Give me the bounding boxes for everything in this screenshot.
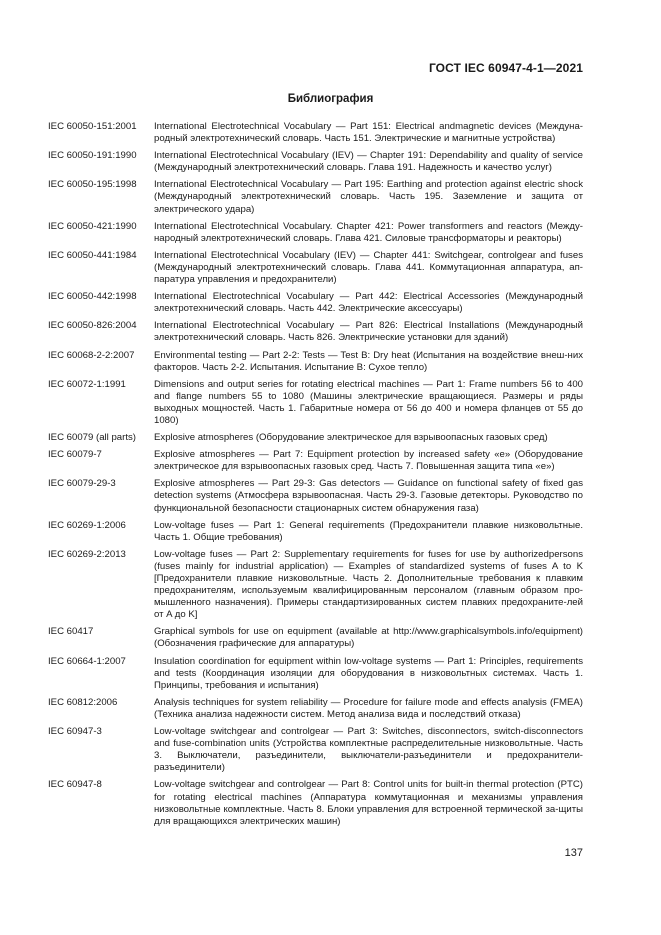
entry-text: International Electrotechnical Vocabulary — Part 151: Electrical andmagnetic devices (Междуна-родный электротехнический словарь. Часть 151. Электрические и магнитные устройства) — [154, 121, 583, 145]
entry-code: IEC 60050-441:1984 — [48, 249, 137, 261]
entry-code: IEC 60050-826:2004 — [48, 320, 137, 332]
page-number: 137 — [564, 847, 583, 859]
bibliography-entry — [48, 549, 583, 622]
bibliography-entry — [48, 250, 583, 286]
bibliography-entry — [48, 432, 583, 444]
bibliography-entry — [48, 320, 583, 344]
bibliography-entry — [48, 626, 583, 650]
entry-text: Low-voltage switchgear and controlgear — Part 8: Control units for built-in thermal protection (PTC) for rotating electrical machines (Аппаратура коммутационная и механизмы управления низковольтные комплектные. Часть 8. Блоки управления для встроенной термической за-щиты для вращающихся электрических машин) — [154, 779, 583, 827]
entry-text: Dimensions and output series for rotating electrical machines — Part 1: Frame numbers 56 to 400 and flange numbers 55 to 1080 (Машины электрические вращающиеся. Размеры и ряды выходных мощностей. Часть 1. Габаритные номера от 56 до 400 и номера фланцев от 55 до 1080) — [154, 378, 583, 426]
entry-text: International Electrotechnical Vocabulary — Part 195: Earthing and protection against electric shock (Международный электротехнический словарь. Часть 195. Заземление и защита от электрического удара) — [154, 179, 583, 215]
bibliography-entry — [48, 449, 583, 473]
entry-text: Graphical symbols for use on equipment (available at http://www.graphicalsymbols.info/equipment) (Обозначения графические для аппаратуры) — [154, 626, 583, 650]
entry-code: IEC 60079-7 — [48, 449, 102, 461]
entry-code: IEC 60050-195:1998 — [48, 179, 137, 191]
entry-text: Low-voltage switchgear and controlgear — Part 3: Switches, disconnectors, switch-disconnectors and fuse-combination units (Устройства комплектные распределительные низковольтные. Часть 3. Выключатели, разъединители, выключатели-разъединители и предохранители-разъединители) — [154, 726, 583, 774]
bibliography-entry — [48, 779, 583, 827]
entry-code: IEC 60072-1:1991 — [48, 378, 126, 390]
entry-code: IEC 60947-3 — [48, 726, 102, 738]
bibliography-entry — [48, 150, 583, 174]
entry-code: IEC 60050-442:1998 — [48, 291, 137, 303]
entry-code: IEC 60417 — [48, 626, 94, 638]
entry-code: IEC 60947-8 — [48, 779, 102, 791]
bibliography-entry — [48, 478, 583, 514]
bibliography-entry — [48, 121, 583, 145]
entry-code: IEC 60050-191:1990 — [48, 150, 137, 162]
bibliography-entry — [48, 520, 583, 544]
entry-text: International Electrotechnical Vocabulary (IEV) — Chapter 191: Dependability and quality of service (Международный электротехнический словарь. Глава 191. Надежность и качество услуг) — [154, 150, 583, 174]
entry-code: IEC 60812:2006 — [48, 696, 118, 708]
bibliography-entry — [48, 221, 583, 245]
entry-code: IEC 60050-151:2001 — [48, 121, 137, 132]
entry-text: International Electrotechnical Vocabulary — Part 826: Electrical Installations (Международный электротехнический словарь. Часть 826. Электрические установки для зданий) — [154, 320, 583, 344]
section-title: Библиография — [287, 93, 374, 105]
entry-text: International Electrotechnical Vocabulary (IEV) — Chapter 441: Switchgear, controlgear and fuses (Международный электротехнический словарь. Глава 441. Коммутационная аппаратура, ап-паратура управления и предохранители) — [154, 249, 583, 286]
entry-text: Explosive atmospheres — Part 29-3: Gas detectors — Guidance on functional safety of fixed gas detection systems (Атмосфера взрывоопасная. Часть 29-3. Газовые детекторы. Руководство по функциональной безопасности стационарных систем обнаружения газа) — [154, 478, 583, 514]
entry-text: International Electrotechnical Vocabulary — Part 442: Electrical Accessories (Международный электротехнический словарь. Часть 442. Электрические аксессуары) — [154, 291, 583, 315]
entry-text: Explosive atmospheres (Оборудование электрическое для взрывоопасных газовых сред) — [154, 432, 548, 444]
entry-code: IEC 60269-2:2013 — [48, 548, 126, 560]
bibliography-entry — [48, 697, 583, 721]
entry-text: Low-voltage fuses — Part 1: General requirements (Предохранители плавкие низковольтные. Часть 1. Общие требования) — [154, 519, 583, 543]
entry-text: Low-voltage fuses — Part 2: Supplementary requirements for fuses for use by authorizedpersons (fuses mainly for industrial application) — Examples of standardized systems of fuses A to K [Предохранители плавкие низковольтные. Часть 2. Дополнительные требования к плавким предохранителям, используемым квалифицированным персоналом (главным образом про-мышленного назначения). Примеры стандартизированных систем плавких предохраните-лей от A до K] — [154, 548, 583, 621]
entry-text: International Electrotechnical Vocabulary. Chapter 421: Power transformers and reactors (Между-народный электротехнический словарь. Глава 421. Силовые трансформаторы и реакторы) — [154, 220, 583, 244]
bibliography-entry — [48, 726, 583, 774]
entry-code: IEC 60269-1:2006 — [48, 519, 126, 531]
entry-text: Analysis techniques for system reliability — Procedure for failure mode and effects analysis (FMEA) (Техника анализа надежности систем. Метод анализа вида и последствий отказа) — [154, 696, 583, 720]
entry-text: Explosive atmospheres — Part 7: Equipment protection by increased safety «e» (Оборудование электрическое для взрывоопасных газовых сред. Часть 7. Повышенная защита типа «e») — [154, 449, 583, 473]
entry-code: IEC 60079-29-3 — [48, 478, 116, 490]
entry-code: IEC 60079 (all parts) — [48, 432, 136, 444]
bibliography-entry — [48, 179, 583, 215]
document-header: ГОСТ IEC 60947-4-1—2021 — [428, 61, 583, 75]
entry-code: IEC 60068-2-2:2007 — [48, 349, 135, 361]
entry-text: Insulation coordination for equipment within low-voltage systems — Part 1: Principles, requirements and tests (Координация изоляции для оборудования в низковольтных системах. Часть 1. Принципы, требования и испытания) — [154, 655, 583, 691]
entry-code: IEC 60050-421:1990 — [48, 220, 137, 232]
bibliography-list — [48, 121, 583, 833]
entry-text: Environmental testing — Part 2-2: Tests — Test B: Dry heat (Испытания на воздействие внеш-них факторов. Часть 2-2. Испытания. Испытание B: Сухое тепло) — [154, 349, 583, 373]
entry-code: IEC 60664-1:2007 — [48, 655, 126, 667]
bibliography-entry — [48, 350, 583, 374]
bibliography-entry — [48, 291, 583, 315]
bibliography-entry — [48, 379, 583, 427]
bibliography-entry — [48, 656, 583, 692]
